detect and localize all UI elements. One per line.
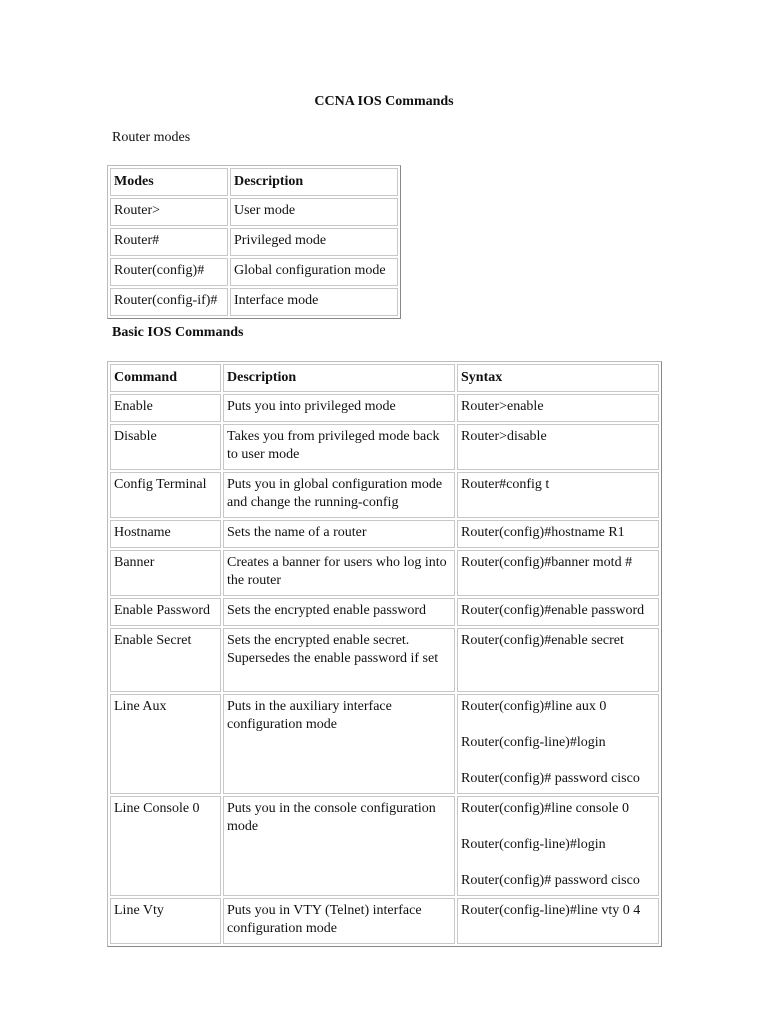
cell-command: Disable — [110, 424, 221, 470]
table-row — [110, 228, 398, 256]
cell-mode: Router# — [110, 228, 228, 256]
cell-description: Puts you in the console configuration mode — [223, 796, 455, 896]
table-row — [110, 472, 659, 518]
cell-description: Takes you from privileged mode back to user mode — [223, 424, 455, 470]
commands-table — [107, 361, 662, 947]
table-header-row — [110, 168, 398, 196]
cell-syntax — [457, 550, 659, 596]
cell-description: Privileged mode — [230, 228, 398, 256]
table-row — [110, 424, 659, 470]
table-row — [110, 394, 659, 422]
cell-mode: Router> — [110, 198, 228, 226]
cell-mode: Router(config-if)# — [110, 288, 228, 316]
modes-table — [107, 165, 401, 319]
cell-syntax — [457, 694, 659, 794]
header-description: Description — [230, 168, 398, 196]
cell-description: Puts in the auxiliary interface configuration mode — [223, 694, 455, 794]
cell-command: Config Terminal — [110, 472, 221, 518]
header-description: Description — [223, 364, 455, 392]
syntax-line: Router(config)#line aux 0 — [461, 699, 607, 714]
syntax-line: Router>enable — [461, 399, 544, 414]
cell-syntax — [457, 424, 659, 470]
cell-syntax — [457, 796, 659, 896]
syntax-line: Router(config)#enable secret — [461, 633, 624, 648]
cell-syntax — [457, 472, 659, 518]
cell-description: User mode — [230, 198, 398, 226]
router-modes-label: Router modes — [112, 130, 191, 145]
syntax-line: Router(config-line)#line vty 0 4 — [461, 903, 641, 918]
cell-description: Sets the encrypted enable secret. Supersedes the enable password if set — [223, 628, 455, 692]
table-row — [110, 550, 659, 596]
cell-description: Global configuration mode — [230, 258, 398, 286]
cell-syntax — [457, 898, 659, 944]
syntax-line: Router>disable — [461, 429, 547, 444]
cell-syntax — [457, 628, 659, 692]
table-row — [110, 198, 398, 226]
table-row — [110, 796, 659, 896]
cell-description: Creates a banner for users who log into the router — [223, 550, 455, 596]
cell-description: Puts you in global configuration mode and change the running-config — [223, 472, 455, 518]
cell-syntax — [457, 394, 659, 422]
syntax-line: Router(config)#enable password — [461, 603, 645, 618]
header-command: Command — [110, 364, 221, 392]
syntax-line: Router(config)# password cisco — [461, 771, 640, 786]
syntax-line: Router#config t — [461, 477, 550, 492]
table-row — [110, 694, 659, 794]
header-syntax: Syntax — [457, 364, 659, 392]
cell-description: Interface mode — [230, 288, 398, 316]
syntax-line: Router(config-line)#login — [461, 735, 606, 750]
syntax-line: Router(config)# password cisco — [461, 873, 640, 888]
table-row — [110, 520, 659, 548]
cell-mode: Router(config)# — [110, 258, 228, 286]
cell-command: Line Console 0 — [110, 796, 221, 896]
table-row — [110, 628, 659, 692]
table-row — [110, 288, 398, 316]
syntax-line: Router(config)#line console 0 — [461, 801, 629, 816]
syntax-line: Router(config)#banner motd # — [461, 555, 633, 570]
table-row — [110, 258, 398, 286]
cell-description: Puts you into privileged mode — [223, 394, 455, 422]
cell-command: Line Vty — [110, 898, 221, 944]
header-modes: Modes — [110, 168, 228, 196]
cell-command: Hostname — [110, 520, 221, 548]
cell-syntax — [457, 520, 659, 548]
cell-command: Enable Password — [110, 598, 221, 626]
basic-commands-label: Basic IOS Commands — [112, 325, 244, 340]
cell-command: Enable Secret — [110, 628, 221, 692]
cell-description: Sets the name of a router — [223, 520, 455, 548]
table-row — [110, 898, 659, 944]
cell-command: Banner — [110, 550, 221, 596]
cell-description: Puts you in VTY (Telnet) interface configuration mode — [223, 898, 455, 944]
cell-command: Line Aux — [110, 694, 221, 794]
cell-command: Enable — [110, 394, 221, 422]
syntax-line: Router(config-line)#login — [461, 837, 606, 852]
syntax-line: Router(config)#hostname R1 — [461, 525, 625, 540]
table-header-row — [110, 364, 659, 392]
cell-description: Sets the encrypted enable password — [223, 598, 455, 626]
table-row — [110, 598, 659, 626]
page-title: CCNA IOS Commands — [314, 94, 454, 109]
cell-syntax — [457, 598, 659, 626]
